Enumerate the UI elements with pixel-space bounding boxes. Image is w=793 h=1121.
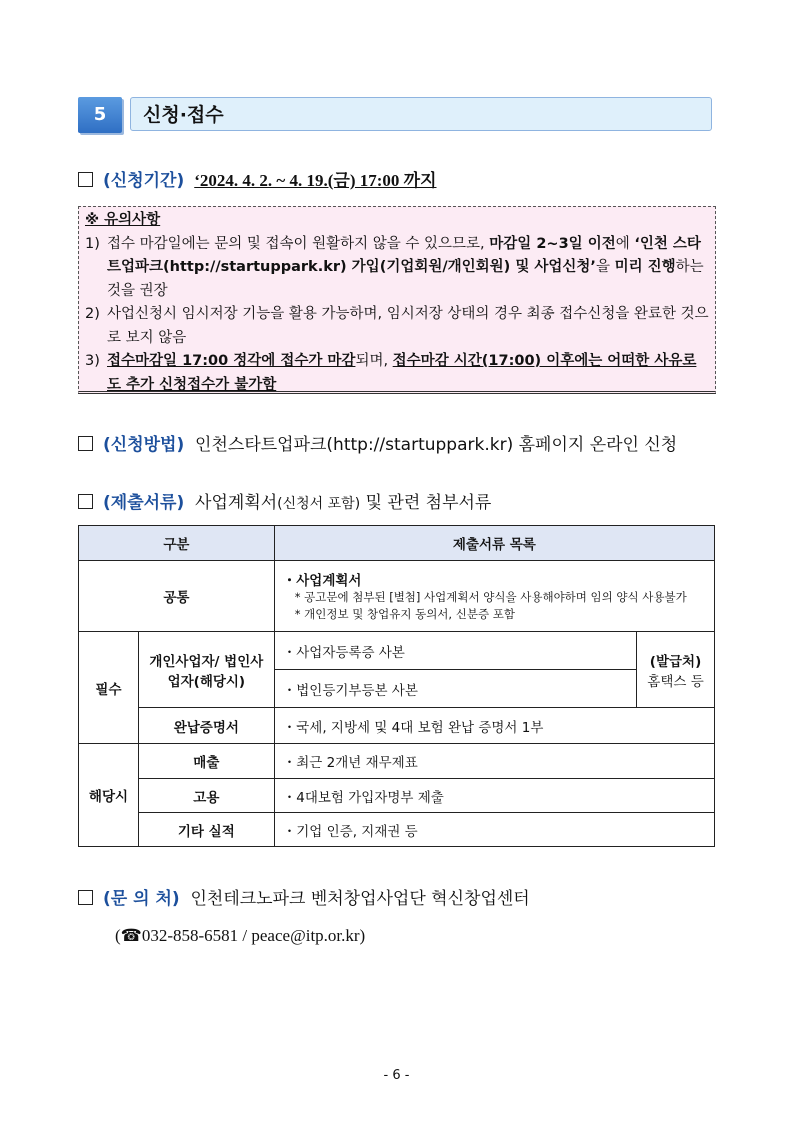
- documents-value-main: 사업계획서: [195, 493, 278, 513]
- common-item: ・사업계획서: [282, 573, 362, 589]
- sales-item: ・최근 2개년 재무제표: [274, 744, 714, 779]
- notice-item-number: 1): [85, 235, 100, 252]
- tax-label: 완납증명서: [138, 708, 274, 744]
- documents-line: [78, 488, 491, 513]
- employment-label: 고용: [138, 779, 274, 813]
- sales-label: 매출: [138, 744, 274, 779]
- notice-text: 접수 마감일에는 문의 및 접속이 원활하지 않을 수 있으므로,: [107, 235, 490, 252]
- etc-label: 기타 실적: [138, 813, 274, 847]
- documents-label: (제출서류): [103, 493, 185, 513]
- page-number: - 6 -: [383, 1068, 410, 1083]
- notice-text: 을: [595, 259, 610, 275]
- optional-label: 해당시: [79, 744, 139, 847]
- table-row: [79, 813, 715, 847]
- common-sub-note: * 공고문에 첨부된 [별첨] 사업계획서 양식을 사용해야하며 임의 양식 사용불가: [294, 590, 687, 604]
- required-label: 필수: [79, 632, 139, 744]
- business-label: 개인사업자/ 법인사업자(해당시): [138, 632, 274, 708]
- method-line: [78, 430, 677, 455]
- business-item-2: ・법인등기부등본 사본: [274, 670, 636, 708]
- checkbox-icon: [78, 172, 93, 187]
- common-label: 공통: [79, 561, 275, 632]
- notice-bold: 마감일 2~3일 이전: [489, 235, 616, 252]
- notice-box: [78, 206, 716, 394]
- notice-bold: 미리 진행: [614, 259, 676, 275]
- checkbox-icon: [78, 436, 93, 451]
- table-header-documents: 제출서류 목록: [274, 526, 714, 561]
- table-row: [79, 561, 715, 632]
- notice-bold: ‘인천 스타트업파크(http://startuppark.kr) 가입(기업회원/개인회원) 및 사업신청’: [107, 235, 701, 275]
- notice-text: 사업신청시 임시저장 기능을 활용 가능하며, 임시저장 상태의 경우 최종 접수신청을 완료한 것으로 보지 않음: [107, 306, 709, 346]
- notice-text: 되며,: [355, 353, 393, 369]
- period-line: [78, 166, 437, 191]
- notice-item-2: [85, 303, 709, 350]
- section-number: 5: [78, 97, 122, 133]
- method-value: 인천스타트업파크(http://startuppark.kr) 홈페이지 온라인 신청: [195, 435, 678, 455]
- period-label: (신청기간): [103, 171, 185, 191]
- section-title: 신청·접수: [130, 97, 712, 131]
- table-row: [79, 779, 715, 813]
- notice-title: ※ 유의사항: [85, 212, 161, 228]
- documents-value-paren: (신청서 포함): [277, 496, 361, 512]
- business-item-1: ・사업자등록증 사본: [274, 632, 636, 670]
- contact-value: 인천테크노파크 벤처창업사업단 혁신창업센터: [190, 889, 530, 909]
- table-row: [79, 744, 715, 779]
- table-header-row: [79, 526, 715, 561]
- section-header: [78, 97, 714, 133]
- notice-bold: 접수마감일 17:00 정각에 접수가 마감: [107, 353, 356, 369]
- tax-item: ・국세, 지방세 및 4대 보험 완납 증명서 1부: [274, 708, 714, 744]
- notice-text: 하는 것을 권장: [107, 259, 704, 299]
- common-sub-note: * 개인정보 및 창업유지 동의서, 신분증 포함: [294, 607, 515, 621]
- method-label: (신청방법): [103, 435, 185, 455]
- documents-table: [78, 525, 715, 847]
- table-row: [79, 632, 715, 670]
- etc-item: ・기업 인증, 지재권 등: [274, 813, 714, 847]
- period-value: ‘2024. 4. 2. ~ 4. 19.(금) 17:00 까지: [194, 171, 437, 190]
- notice-item-number: 3): [85, 353, 100, 369]
- notice-item-1: [85, 233, 709, 304]
- contact-line: [78, 884, 530, 909]
- contact-label: (문 의 처): [103, 889, 180, 909]
- employment-item: ・4대보험 가입자명부 제출: [274, 779, 714, 813]
- table-row: [79, 708, 715, 744]
- notice-bold: 접수마감 시간(17:00) 이후에는 어떠한 사유로도 추가 신청접수가 불가함: [107, 353, 697, 393]
- notice-item-number: 2): [85, 306, 100, 322]
- issuer-cell: [637, 632, 715, 708]
- checkbox-icon: [78, 494, 93, 509]
- issuer-label: (발급처): [649, 653, 702, 670]
- issuer-value: 홈택스 등: [647, 673, 704, 690]
- documents-value-tail: 및 관련 첨부서류: [365, 493, 492, 513]
- common-cell: [274, 561, 714, 632]
- contact-phone: (☎032-858-6581 / peace@itp.or.kr): [115, 926, 366, 945]
- table-header-category: 구분: [79, 526, 275, 561]
- checkbox-icon: [78, 890, 93, 905]
- notice-text: 에: [615, 235, 630, 252]
- notice-item-3: [85, 350, 709, 397]
